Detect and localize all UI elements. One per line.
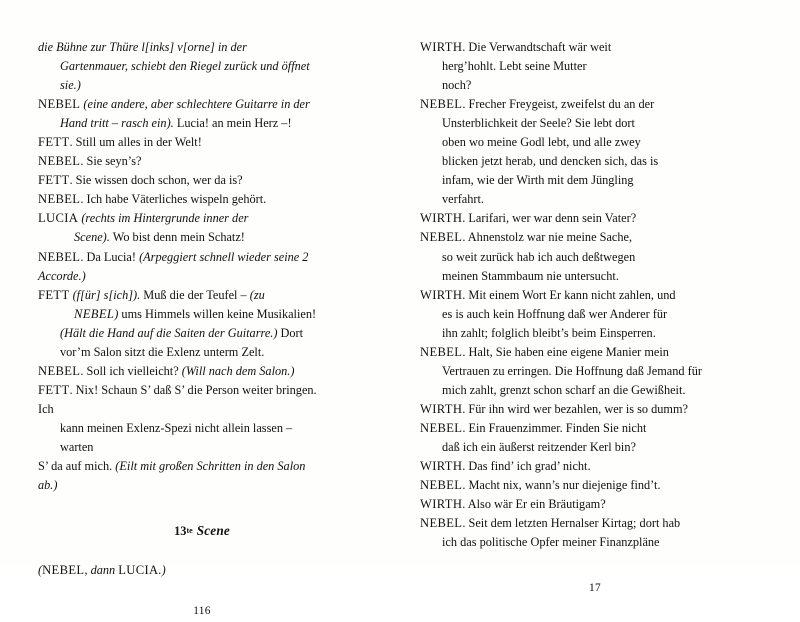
stage-direction-text: (f[ür] s[ich]). — [72, 287, 141, 302]
speech-block — [420, 38, 770, 95]
speaker-name: FETT — [38, 382, 70, 397]
dialogue-text: . Macht nix, wann’s nur diejenige find’t. — [462, 478, 661, 493]
text-line — [38, 362, 366, 381]
text-line — [60, 438, 366, 457]
speaker-name: NEBEL — [420, 97, 463, 112]
left-speech-list — [38, 38, 366, 495]
scene-ordinal-suffix: te — [186, 526, 193, 536]
stage-direction-text: die Bühne zur Thüre l[inks] v[orne] in der — [38, 40, 247, 54]
text-line — [442, 152, 770, 171]
dialogue-text: . Das find’ ich grad’ nicht. — [462, 459, 591, 474]
dialogue-text: vor’m Salon sitzt die Exlenz unterm Zelt. — [60, 344, 265, 359]
dialogue-text: . Da Lucia! — [80, 249, 140, 264]
speech-block — [420, 228, 770, 285]
dialogue-text: . Für ihn wird wer bezahlen, wer is so dumm? — [462, 401, 688, 416]
dialogue-text: ihn zahlt; folglich bleibt’s beim Einsperren. — [442, 325, 656, 340]
folio-left: 116 — [193, 605, 211, 618]
text-line — [38, 171, 366, 190]
dialogue-text: Lucia! an mein Herz –! — [173, 116, 292, 131]
speaker-name: WIRTH — [420, 40, 463, 54]
text-line — [60, 343, 366, 362]
stage-direction-text: ) — [114, 306, 119, 321]
dialogue-text: Muß die der Teufel – — [140, 287, 250, 302]
text-line — [442, 324, 770, 343]
dialogue-text: ich das politische Opfer meiner Finanzpläne — [442, 535, 660, 550]
speaker-name: NEBEL — [38, 192, 81, 207]
dialogue-text: . Larifari, wer war denn sein Vater? — [462, 211, 637, 226]
text-line — [420, 495, 770, 514]
dialogue-text: . Also wär Er ein Bräutigam? — [462, 497, 606, 512]
text-line — [442, 76, 770, 95]
text-line — [442, 114, 770, 133]
speaker-name: NEBEL — [420, 420, 463, 435]
text-line — [420, 209, 770, 228]
scene-heading — [38, 521, 366, 541]
speaker-name: FETT — [38, 135, 70, 150]
text-line — [38, 152, 366, 171]
dialogue-text: oben wo meine Godl lebt, und alle zwey — [442, 135, 641, 150]
dialogue-text: es is auch kein Hoffnung daß wer Anderer für — [442, 306, 668, 321]
dialogue-text: . Frecher Freygeist, zweifelst du an der — [462, 97, 655, 112]
cast-dann: dann — [90, 563, 116, 578]
speaker-name: NEBEL — [38, 154, 81, 169]
dialogue-text: . Soll ich vielleicht? — [80, 363, 182, 378]
dialogue-text: . Sie wissen doch schon, wer da is? — [69, 173, 243, 188]
page-left — [0, 0, 400, 618]
text-line — [420, 514, 770, 533]
text-line — [420, 400, 770, 419]
speaker-name: NEBEL — [420, 344, 463, 359]
dialogue-text: mich zahlt, grenzt schon scharf an die Gewißheit. — [442, 382, 686, 397]
speaker-name: NEBEL — [420, 516, 463, 531]
speaker-name: WIRTH — [420, 211, 463, 226]
dialogue-text: meinen Stammbaum nie untersucht. — [442, 268, 619, 283]
dialogue-text: ums Himmels willen keine Musikalien! — [118, 306, 317, 321]
text-line — [442, 381, 770, 400]
stage-direction-text: (zu — [249, 287, 265, 302]
cast-speaker-lucia: LUCIA — [118, 563, 159, 578]
right-column-text — [420, 38, 770, 598]
dialogue-text: kann meinen Exlenz-Spezi nicht allein lassen – — [60, 420, 293, 435]
text-line — [420, 419, 770, 438]
speech-block — [420, 514, 770, 552]
dialogue-text: so weit zurück hab ich auch deßtwegen — [442, 249, 636, 264]
cast-comma: , — [84, 563, 91, 578]
dialogue-text: S’ da auf mich. — [38, 459, 116, 474]
scene-word: Scene — [196, 523, 230, 539]
text-line — [38, 95, 366, 114]
dialogue-text: noch? — [442, 78, 472, 93]
text-line — [442, 57, 770, 76]
speaker-name: WIRTH — [420, 459, 463, 474]
stage-direction-text: (Arpeggiert schnell wieder seine 2 — [139, 249, 309, 264]
left-column-text — [38, 38, 366, 622]
dialogue-text: herg’hohlt. Lebt seine Mutter — [442, 59, 587, 74]
page-right — [400, 0, 800, 595]
cast-close-paren: .) — [158, 563, 166, 578]
scene-number: 13 — [174, 524, 187, 539]
dialogue-text: Dort — [277, 325, 304, 340]
speech-block — [420, 400, 770, 419]
text-line — [60, 419, 366, 438]
text-line — [420, 95, 770, 114]
folio-right: 17 — [589, 582, 601, 595]
text-line — [60, 57, 366, 76]
text-line — [38, 286, 366, 305]
dialogue-text: . Ich habe Väterliches wispeln gehört. — [80, 192, 267, 207]
text-line — [38, 38, 366, 57]
dialogue-text: Unsterblichkeit der Seele? Sie lebt dort — [442, 116, 635, 131]
speech-block — [420, 419, 770, 457]
text-line — [60, 324, 366, 343]
text-line — [38, 133, 366, 152]
speech-block — [38, 38, 366, 95]
speaker-name-in-direction: NEBEL — [74, 306, 115, 321]
speaker-name: WIRTH — [420, 401, 463, 416]
text-line — [442, 190, 770, 209]
dialogue-text: . Ein Frauenzimmer. Finden Sie nicht — [462, 420, 647, 435]
dialogue-text: . Halt, Sie haben eine eigene Manier mein — [462, 344, 669, 359]
dialogue-text: verfahrt. — [442, 192, 484, 207]
stage-direction-text: (Hält die Hand auf die Saiten der Guitarre.) — [60, 325, 278, 340]
text-line — [442, 248, 770, 267]
text-line — [420, 343, 770, 362]
speech-block — [38, 248, 366, 286]
stage-direction-text: Gartenmauer, schiebt den Riegel zurück und öffnet — [60, 59, 310, 74]
stage-direction-text: Accorde.) — [38, 268, 86, 283]
text-line — [60, 114, 366, 133]
text-line — [420, 38, 770, 57]
text-line — [420, 286, 770, 305]
text-line — [38, 476, 366, 495]
speaker-name: LUCIA — [38, 211, 79, 226]
stage-direction-text: (Will nach dem Salon.) — [181, 363, 295, 378]
speech-block — [38, 362, 366, 381]
dialogue-text: infam, wie der Wirth mit dem Jüngling — [442, 173, 634, 188]
text-line — [38, 248, 366, 267]
speech-block — [420, 476, 770, 495]
text-line — [38, 400, 366, 419]
speech-block — [38, 286, 366, 362]
speech-block — [420, 95, 770, 209]
speaker-name: NEBEL — [38, 249, 81, 264]
stage-direction-text: ab.) — [38, 478, 58, 493]
text-line — [38, 190, 366, 209]
speaker-name: NEBEL — [420, 478, 463, 493]
speech-block — [38, 133, 366, 152]
stage-direction-text: (rechts im Hintergrunde inner der — [81, 211, 249, 226]
stage-direction-text: (eine andere, aber schlechtere Guitarre in der — [83, 97, 310, 112]
speech-block — [38, 209, 366, 247]
text-line — [420, 476, 770, 495]
speech-block — [38, 95, 366, 133]
stage-direction-text: Hand tritt – rasch ein). — [60, 116, 174, 131]
text-line — [60, 76, 366, 95]
dialogue-text: daß ich ein äußerst reitzender Kerl bin? — [442, 439, 636, 454]
speaker-name: WIRTH — [420, 287, 463, 302]
speech-block — [420, 343, 770, 400]
text-line — [38, 267, 366, 286]
dialogue-text: . Mit einem Wort Er kann nicht zahlen, und — [462, 287, 676, 302]
stage-direction-text: (Eilt mit großen Schritten in den Salon — [115, 459, 306, 474]
dialogue-text: . Still um alles in der Welt! — [69, 135, 202, 150]
speaker-name: NEBEL — [38, 363, 81, 378]
text-line — [420, 457, 770, 476]
text-line — [38, 381, 366, 400]
dialogue-text: . Die Verwandtschaft wär weit — [462, 40, 612, 54]
speaker-name: FETT — [38, 173, 70, 188]
speech-block — [38, 381, 366, 495]
text-line — [442, 533, 770, 552]
text-line — [442, 133, 770, 152]
dialogue-text: Ich — [38, 401, 54, 416]
speaker-name: FETT — [38, 287, 70, 302]
text-line — [442, 171, 770, 190]
speech-block — [420, 457, 770, 476]
dialogue-text: blicken jetzt herab, und dencken sich, das is — [442, 154, 659, 169]
scene-cast-note — [38, 561, 366, 580]
text-line — [442, 305, 770, 324]
speech-block — [420, 286, 770, 343]
speaker-name: NEBEL — [38, 97, 81, 112]
dialogue-text: . Sie seyn’s? — [80, 154, 142, 169]
text-line — [74, 228, 366, 247]
dialogue-text: Wo bist denn mein Schatz! — [109, 230, 245, 245]
text-line — [420, 228, 770, 247]
speech-block — [38, 190, 366, 209]
dialogue-text: warten — [60, 439, 94, 454]
speech-block — [420, 495, 770, 514]
dialogue-text: . Nix! Schaun S’ daß S’ die Person weiter bringen. — [69, 382, 317, 397]
text-line — [38, 209, 366, 228]
right-speech-list — [420, 38, 770, 552]
speaker-name: WIRTH — [420, 497, 463, 512]
stage-direction-text: sie.) — [60, 78, 81, 93]
stage-direction-text: Scene). — [74, 230, 110, 245]
text-line — [442, 362, 770, 381]
text-line — [442, 438, 770, 457]
speech-block — [38, 152, 366, 171]
speech-block — [38, 171, 366, 190]
text-line — [38, 457, 366, 476]
text-line — [74, 305, 366, 324]
dialogue-text: Vertrauen zu erringen. Die Hoffnung daß Jemand für — [442, 363, 702, 378]
speaker-name: NEBEL — [420, 230, 463, 245]
speech-block — [420, 209, 770, 228]
dialogue-text: . Ahnenstolz war nie meine Sache, — [462, 230, 633, 245]
dialogue-text: . Seit dem letzten Hernalser Kirtag; dort hab — [462, 516, 681, 531]
cast-speaker-nebel: NEBEL — [42, 563, 85, 578]
text-line — [442, 267, 770, 286]
cast-open-paren: ( — [38, 563, 43, 578]
